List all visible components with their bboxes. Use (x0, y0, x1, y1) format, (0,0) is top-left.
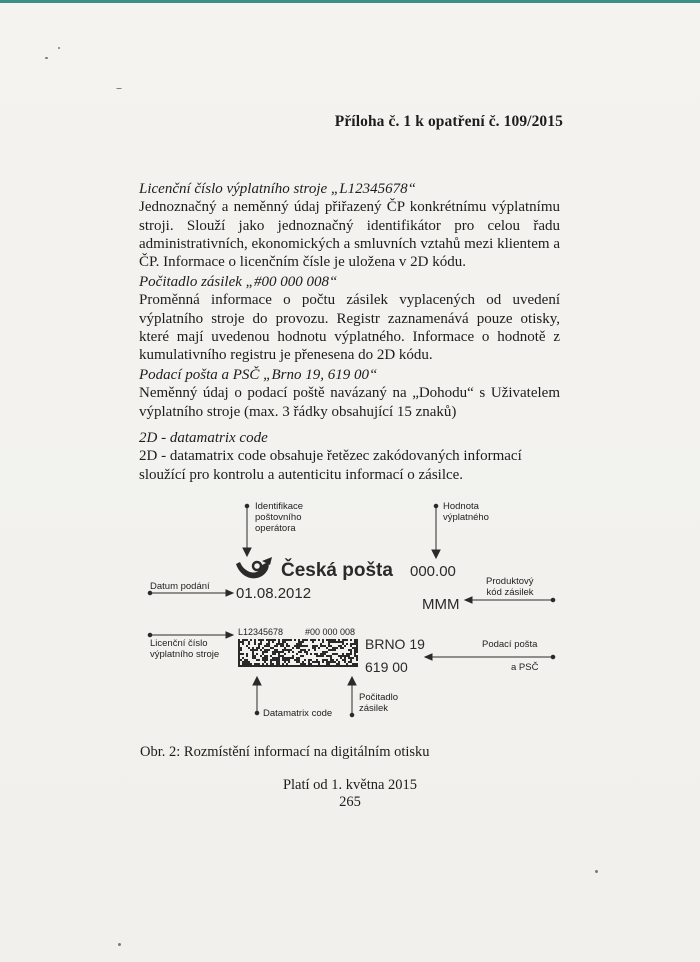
section-heading: Licenční číslo výplatního stroje „L12345678“ (139, 181, 416, 197)
arrow-dot (245, 504, 249, 508)
arrow-dot (551, 598, 555, 602)
section-body: Jednoznačný a neměnný údaj přiřazený ČP konkrétnímu výplatnímu stroji. Slouží jako jednoznačný identifikátor pro celou řadu administrativních, ekonomických a smluvních vztahů mezi klientem a ČP. Informace o licenčním čísle je uložena v 2D kódu. (139, 199, 560, 271)
brand-name: Česká pošta (281, 560, 393, 581)
arrow-head (465, 597, 472, 603)
section-datamatrix (139, 429, 560, 484)
posting-date: 01.08.2012 (236, 585, 312, 602)
item-counter: #00 000 008 (305, 627, 356, 637)
arrow-head (425, 654, 432, 660)
digital-imprint-figure (0, 490, 700, 730)
section-heading: Počitadlo zásilek „#00 000 008“ (139, 274, 338, 290)
section-license-number (139, 180, 560, 271)
postal-horn-icon (236, 557, 272, 578)
arrow-head (243, 548, 251, 556)
page-number: 265 (339, 794, 361, 810)
scan-speck (58, 47, 60, 49)
section-body: 2D - datamatrix code obsahuje řetězec zakódovaných informací sloužící pro kontrolu a autenticitu informací o zásilce. (139, 448, 522, 483)
arrow-head (226, 632, 233, 638)
scan-speck (116, 88, 122, 89)
scan-speck (118, 943, 121, 946)
section-counter (139, 273, 560, 364)
arrow-head (226, 590, 233, 596)
section-heading: 2D - datamatrix code (139, 430, 268, 446)
arrow-dot (551, 655, 555, 659)
scan-speck (45, 57, 48, 59)
figure-lines (0, 490, 700, 730)
zip-code: 619 00 (365, 659, 408, 675)
arrow-head (253, 677, 261, 685)
label-psc: a PSČ (511, 662, 539, 673)
arrow-head (348, 677, 356, 685)
label-datum: Datum podání (150, 581, 210, 592)
valid-from: Platí od 1. května 2015 (282, 777, 418, 793)
post-office: BRNO 19 (365, 636, 425, 652)
label-licencni: Licenční číslo výplatního stroje (150, 638, 220, 660)
label-podaci: Podací pošta (482, 639, 538, 650)
section-heading: Podací pošta a PSČ „Brno 19, 619 00“ (139, 367, 378, 383)
section-post-office (139, 366, 560, 421)
postage-value: 000.00 (410, 563, 456, 580)
product-code: MMM (422, 596, 460, 613)
label-pocitadlo: Počitadlo zásilek (359, 692, 399, 714)
label-hodnota: Hodnota výplatného (443, 501, 489, 523)
datamatrix-code (238, 639, 358, 667)
label-datamatrix: Datamatrix code (263, 708, 333, 719)
section-body: Neměnný údaj o podací poště navázaný na „Dohodu“ s Uživatelem výplatního stroje (max. 3 řádky obsahující 15 znaků) (139, 385, 560, 420)
arrow-dot (255, 711, 259, 715)
license-number: L12345678 (238, 627, 284, 637)
figure-caption: Obr. 2: Rozmístění informací na digitálním otisku (140, 744, 430, 760)
label-produktovy: Produktový kód zásilek (486, 576, 534, 598)
page-header: Příloha č. 1 k opatření č. 109/2015 (334, 113, 563, 130)
scan-speck (595, 870, 598, 873)
arrow-head (432, 550, 440, 558)
page-footer (0, 777, 700, 811)
arrow-dot (350, 713, 354, 717)
arrow-dot (434, 504, 438, 508)
label-identifikace: Identifikace poštovního operátora (255, 501, 304, 534)
scan-edge (0, 0, 700, 3)
section-body: Proměnná informace o počtu zásilek vyplacených od uvedení výplatního stroje do provozu. Registr zaznamenává pouze otisky, které mají uvedenou hodnotu výplatného. Informace o hodnotě z kumulativního registru je přenesena do 2D kódu. (139, 292, 560, 364)
arrow-dot (148, 633, 152, 637)
